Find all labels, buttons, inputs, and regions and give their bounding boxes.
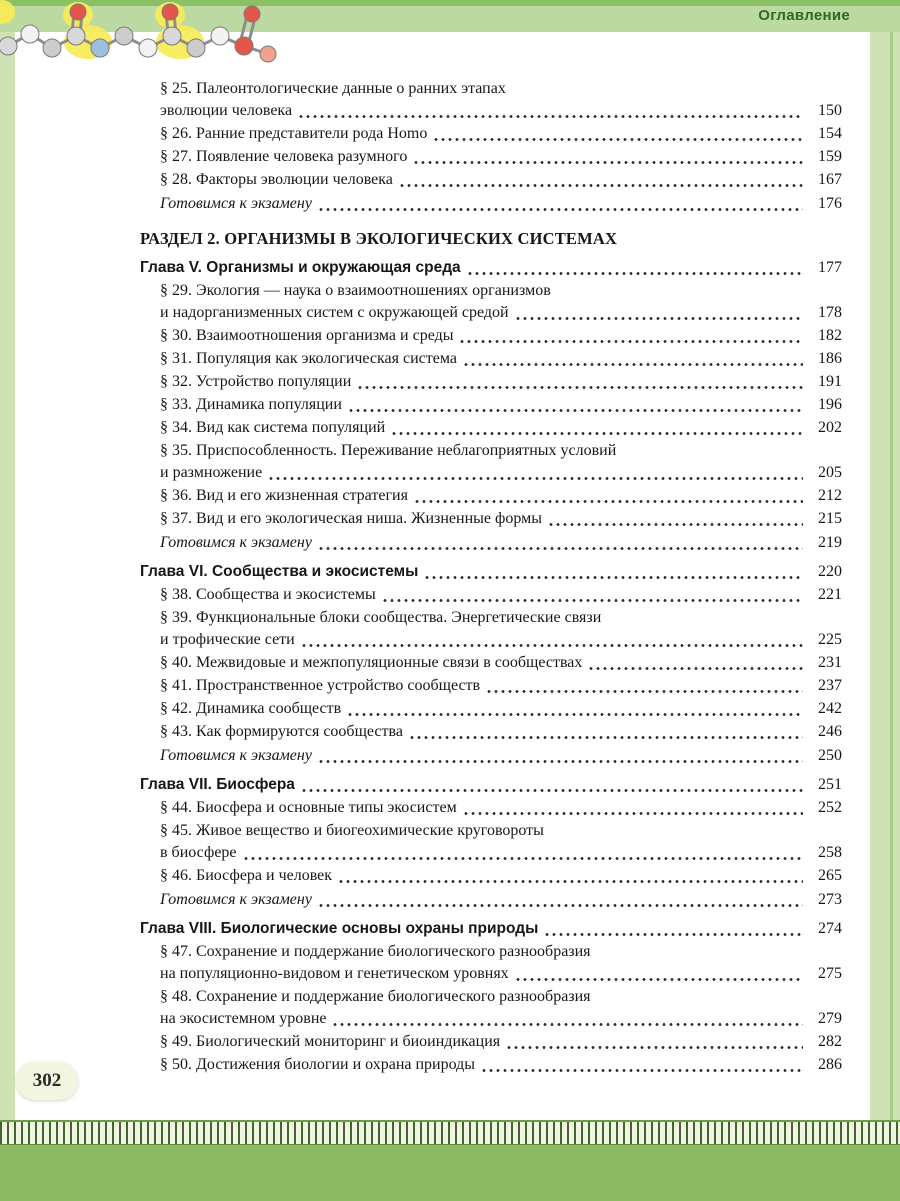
toc-entry-text: § 50. Достижения биологии и охрана природы	[160, 1056, 476, 1073]
dot-leader	[545, 932, 803, 937]
toc-entry-line	[160, 629, 842, 651]
toc-entry	[160, 584, 842, 606]
toc-entry-text: Готовимся к экзамену	[160, 195, 312, 212]
toc-entry-line	[140, 228, 842, 250]
toc-entry-page: 177	[818, 259, 842, 276]
toc-entry-text: § 31. Популяция как экологическая система	[160, 350, 457, 367]
toc-entry	[160, 941, 842, 985]
toc-entry-text: § 39. Функциональные блоки сообщества. Энергетические связи	[160, 609, 602, 626]
toc-entry	[160, 698, 842, 720]
toc-entry-line	[160, 325, 842, 347]
dot-leader	[468, 271, 803, 276]
toc-entry-line	[140, 774, 842, 796]
dot-leader	[434, 137, 803, 142]
toc-entry-text: Готовимся к экзамену	[160, 747, 312, 764]
dot-leader	[358, 385, 803, 390]
toc-entry-page: 225	[818, 631, 842, 648]
toc-entry-page: 265	[818, 867, 842, 884]
toc-entry	[160, 745, 842, 767]
toc-entry	[160, 169, 842, 191]
dot-leader	[400, 183, 803, 188]
dot-leader	[319, 546, 803, 551]
left-green-band	[0, 32, 15, 1120]
toc-entry-line	[160, 193, 842, 215]
toc-entry	[160, 532, 842, 554]
dot-leader	[507, 1045, 803, 1050]
dot-leader	[319, 207, 803, 212]
toc-entry-text: Готовимся к экзамену	[160, 534, 312, 551]
toc-entry-text: Глава VII. Биосфера	[140, 776, 295, 793]
toc-entry-line	[160, 123, 842, 145]
toc-entry-text: на экосистемном уровне	[160, 1010, 327, 1027]
toc-entry-text: § 49. Биологический мониторинг и биоиндикация	[160, 1033, 501, 1050]
toc-entry	[140, 774, 842, 796]
bottom-green-band	[0, 1144, 900, 1201]
toc-entry	[160, 78, 842, 122]
dot-leader	[589, 666, 803, 671]
toc-entry-page: 186	[818, 350, 842, 367]
toc-entry-page: 251	[818, 776, 842, 793]
dot-leader	[410, 735, 803, 740]
toc-entry	[160, 394, 842, 416]
toc-entry-text: § 32. Устройство популяции	[160, 373, 352, 390]
toc-entry	[140, 561, 842, 583]
dot-leader	[460, 339, 803, 344]
toc-entry-line	[160, 842, 842, 864]
toc-entry-page: 191	[818, 373, 842, 390]
toc-entry	[160, 1054, 842, 1076]
toc-entry-text: § 36. Вид и его жизненная стратегия	[160, 487, 408, 504]
toc-entry-line	[160, 417, 842, 439]
dot-leader	[319, 759, 803, 764]
toc-entry-page: 219	[818, 534, 842, 551]
toc-entry-text: Готовимся к экзамену	[160, 891, 312, 908]
toc-entry-page: 275	[818, 965, 842, 982]
toc-entry-text: на популяционно-видовом и генетическом уровнях	[160, 965, 509, 982]
toc-entry	[160, 146, 842, 168]
toc-entry-page: 215	[818, 510, 842, 527]
dot-leader	[319, 903, 803, 908]
dot-leader	[299, 114, 803, 119]
toc-entry-line	[160, 508, 842, 530]
toc-entry	[140, 257, 842, 279]
toc-entry-line	[160, 698, 842, 720]
toc-entry-line	[160, 302, 842, 324]
toc-entry-text: эволюции человека	[160, 102, 293, 119]
toc-entry-text: § 48. Сохранение и поддержание биологического разнообразия	[160, 988, 591, 1005]
toc-entry	[140, 918, 842, 940]
toc-entry-text: § 29. Экология — наука о взаимоотношениях организмов	[160, 282, 551, 299]
toc-entry-text: и трофические сети	[160, 631, 295, 648]
toc-entry	[160, 797, 842, 819]
toc-entry-line	[160, 280, 842, 302]
toc-entry-line	[140, 257, 842, 279]
toc-entry-page: 154	[818, 125, 842, 142]
toc-entry-text: Глава VI. Сообщества и экосистемы	[140, 563, 419, 580]
footer-band	[0, 1120, 900, 1200]
toc-entry	[160, 721, 842, 743]
toc-entry-line	[160, 1008, 842, 1030]
dot-leader	[244, 856, 803, 861]
toc-entry-line	[160, 532, 842, 554]
toc-entry-line	[160, 675, 842, 697]
toc-entry	[160, 986, 842, 1030]
toc-entry-line	[160, 889, 842, 911]
toc-entry	[140, 228, 842, 250]
toc-entry-text: § 42. Динамика сообществ	[160, 700, 342, 717]
toc-entry-text: § 45. Живое вещество и биогеохимические круговороты	[160, 822, 544, 839]
toc-entry-page: 176	[818, 195, 842, 212]
toc-entry	[160, 675, 842, 697]
dot-leader	[516, 977, 803, 982]
toc-entry	[160, 371, 842, 393]
toc-entry-page: 231	[818, 654, 842, 671]
toc-entry-page: 242	[818, 700, 842, 717]
toc-entry-page: 220	[818, 563, 842, 580]
toc-entry	[160, 193, 842, 215]
dot-leader	[392, 431, 803, 436]
right-green-band	[870, 32, 900, 1120]
toc-entry	[160, 485, 842, 507]
toc-entry-line	[160, 963, 842, 985]
toc-entry-page: 273	[818, 891, 842, 908]
page-number: 302	[32, 1070, 62, 1091]
toc-entry-page: 167	[818, 171, 842, 188]
toc-entry-text: § 47. Сохранение и поддержание биологического разнообразия	[160, 943, 591, 960]
toc-entry-page: 279	[818, 1010, 842, 1027]
toc-entry-text: § 34. Вид как система популяций	[160, 419, 386, 436]
dot-leader	[302, 788, 803, 793]
toc-entry-line	[160, 607, 842, 629]
toc-entry-text: § 43. Как формируются сообщества	[160, 723, 403, 740]
toc-entry-text: РАЗДЕЛ 2. ОРГАНИЗМЫ В ЭКОЛОГИЧЕСКИХ СИСТЕМАХ	[140, 229, 618, 248]
dot-leader	[516, 316, 803, 321]
toc-entry-text: § 37. Вид и его экологическая ниша. Жизненные формы	[160, 510, 542, 527]
dot-leader	[333, 1022, 803, 1027]
toc-entry-text: и размножение	[160, 464, 263, 481]
dot-leader	[464, 362, 803, 367]
toc-entry-text: § 38. Сообщества и экосистемы	[160, 586, 376, 603]
toc-entry-text: и надорганизменных систем с окружающей средой	[160, 304, 509, 321]
toc-entry-line	[160, 820, 842, 842]
toc-entry-page: 282	[818, 1033, 842, 1050]
toc-entry-line	[160, 440, 842, 462]
toc-entry	[160, 348, 842, 370]
dot-leader	[414, 160, 803, 165]
toc-entry-line	[160, 652, 842, 674]
dot-leader	[302, 643, 803, 648]
toc-entry	[160, 889, 842, 911]
toc-entry-text: в биосфере	[160, 844, 237, 861]
toc-entry	[160, 508, 842, 530]
toc-entry-text: § 28. Факторы эволюции человека	[160, 171, 393, 188]
toc-entry-page: 196	[818, 396, 842, 413]
toc-entry-page: 274	[818, 920, 842, 937]
dot-leader	[415, 499, 803, 504]
toc-entry-line	[160, 941, 842, 963]
molecule-illustration-icon	[0, 0, 300, 66]
page-header-title: Оглавление	[758, 7, 850, 24]
toc-entry-text: Глава VIII. Биологические основы охраны природы	[140, 920, 539, 937]
toc-entry	[160, 652, 842, 674]
toc-entry-line	[160, 100, 842, 122]
toc-entry-text: § 26. Ранние представители рода Homo	[160, 125, 428, 142]
toc-entry-page: 250	[818, 747, 842, 764]
dot-leader	[482, 1068, 803, 1073]
toc-entry	[160, 820, 842, 864]
toc-entry-line	[160, 721, 842, 743]
toc-entry	[160, 325, 842, 347]
toc-entry-line	[160, 485, 842, 507]
toc-entry	[160, 1031, 842, 1053]
toc-entry-page: 205	[818, 464, 842, 481]
toc-entry	[160, 607, 842, 651]
toc-entry-text: § 25. Палеонтологические данные о ранних этапах	[160, 80, 506, 97]
dot-leader	[487, 689, 803, 694]
dot-leader	[383, 598, 803, 603]
dot-leader	[269, 476, 803, 481]
toc-entry-page: 237	[818, 677, 842, 694]
toc-entry	[160, 417, 842, 439]
toc-entry-page: 258	[818, 844, 842, 861]
toc-entry	[160, 123, 842, 145]
toc-entry-line	[160, 169, 842, 191]
toc-entry-page: 202	[818, 419, 842, 436]
toc-entry	[160, 280, 842, 324]
toc-entry-line	[160, 462, 842, 484]
ruler-ticks-decoration	[0, 1120, 900, 1144]
toc-entry-line	[160, 78, 842, 100]
page-number-badge	[16, 1062, 78, 1100]
toc-entry-text: § 30. Взаимоотношения организма и среды	[160, 327, 454, 344]
toc-entry-line	[160, 797, 842, 819]
dot-leader	[464, 811, 803, 816]
toc-entry-line	[160, 371, 842, 393]
toc-entry-text: § 44. Биосфера и основные типы экосистем	[160, 799, 457, 816]
toc-entry-page: 159	[818, 148, 842, 165]
toc-entry-text: § 35. Приспособленность. Переживание неблагоприятных условий	[160, 442, 617, 459]
toc-entry-line	[140, 918, 842, 940]
toc-entry	[160, 440, 842, 484]
toc-entry-line	[160, 1054, 842, 1076]
toc-entry-text: § 33. Динамика популяции	[160, 396, 342, 413]
toc-list	[140, 78, 842, 1077]
dot-leader	[339, 879, 803, 884]
dot-leader	[425, 575, 803, 580]
toc-entry-line	[160, 584, 842, 606]
toc-entry-text: Глава V. Организмы и окружающая среда	[140, 259, 461, 276]
toc-entry-page: 182	[818, 327, 842, 344]
toc-entry-line	[160, 745, 842, 767]
dot-leader	[349, 408, 803, 413]
dot-leader	[549, 522, 803, 527]
toc-entry-page: 178	[818, 304, 842, 321]
toc-entry-page: 286	[818, 1056, 842, 1073]
toc-entry-page: 212	[818, 487, 842, 504]
toc-entry-text: § 40. Межвидовые и межпопуляционные связи в сообществах	[160, 654, 583, 671]
toc-entry-line	[160, 348, 842, 370]
toc-entry-page: 252	[818, 799, 842, 816]
toc-entry-page: 246	[818, 723, 842, 740]
toc-entry-page: 221	[818, 586, 842, 603]
toc-entry-line	[160, 865, 842, 887]
toc-entry	[160, 865, 842, 887]
toc-entry-text: § 46. Биосфера и человек	[160, 867, 333, 884]
toc-entry-text: § 27. Появление человека разумного	[160, 148, 408, 165]
toc-entry-line	[160, 146, 842, 168]
toc-entry-line	[160, 394, 842, 416]
toc-entry-line	[160, 986, 842, 1008]
toc-entry-page: 150	[818, 102, 842, 119]
dot-leader	[348, 712, 803, 717]
toc-entry-line	[160, 1031, 842, 1053]
toc-entry-line	[140, 561, 842, 583]
toc-entry-text: § 41. Пространственное устройство сообществ	[160, 677, 481, 694]
